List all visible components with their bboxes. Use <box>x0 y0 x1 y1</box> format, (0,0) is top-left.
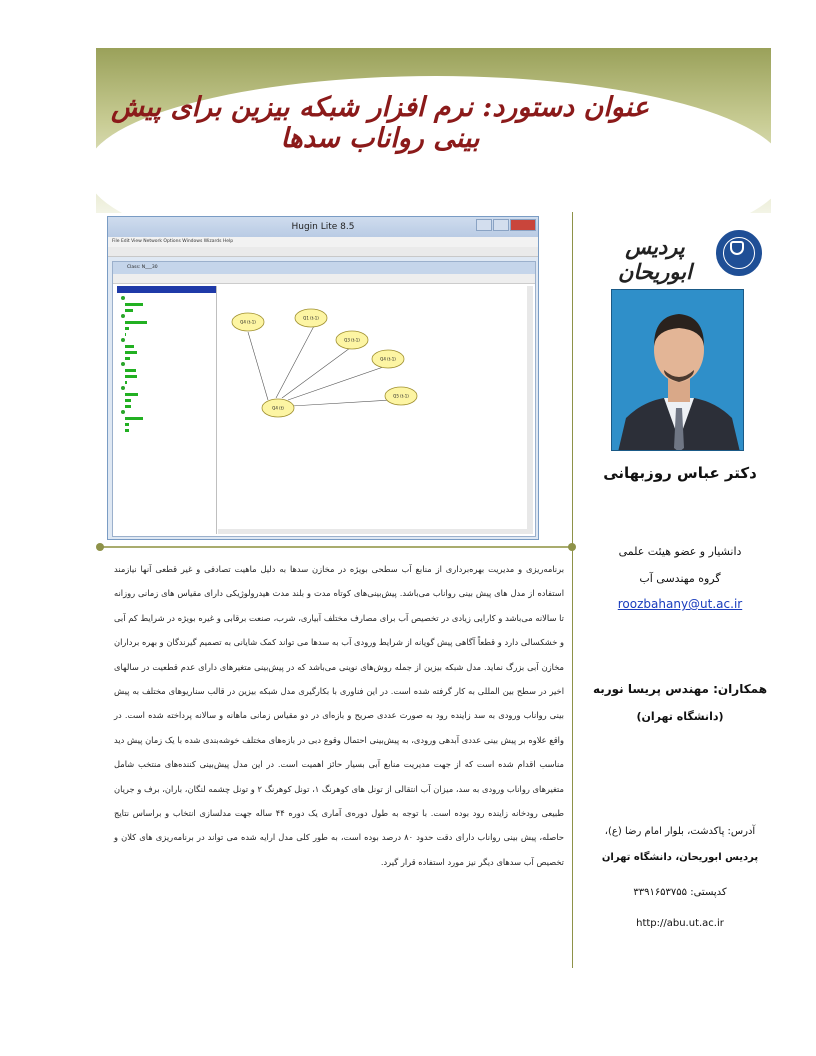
bayesian-network-graph <box>218 286 532 534</box>
network-node-label: Q1 (t-1) <box>303 315 319 321</box>
author-email-link[interactable]: roozbahany@ut.ac.ir <box>617 597 743 611</box>
university-seal-icon <box>716 230 762 276</box>
screenshot-window-title <box>108 217 538 237</box>
tree-bar-row <box>125 427 216 433</box>
postal-code: کدپستی: ۳۳۹۱۶۵۳۷۵۵ <box>633 887 727 898</box>
author-role: دانشیار و عضو هیئت علمی <box>618 545 742 558</box>
graph-horizontal-scrollbar <box>218 529 528 534</box>
network-node-label: Q4 (t) <box>272 405 284 411</box>
page-title: عنوان دستورد: نرم افزار شبکه بیزین برای پیش بینی رواناب سدها <box>111 92 649 154</box>
node-tree-panel <box>117 286 217 534</box>
screenshot-menubar: File Edit View Network Options Windows Wizards Help <box>108 237 538 247</box>
collaborators-affiliation: (دانشگاه تهران) <box>636 710 724 723</box>
address-line-2: پردیس ابوریحان، دانشگاه تهران <box>601 852 759 863</box>
author-photo <box>611 289 744 451</box>
campus-name: پردیس ابوریحان <box>618 234 692 284</box>
author-department: گروه مهندسی آب <box>639 572 721 585</box>
software-screenshot <box>107 216 539 540</box>
network-node-label: Q4 (t-1) <box>240 319 256 325</box>
subwindow-toolbar <box>113 274 535 284</box>
author-name: دکتر عباس روزبهانی <box>603 464 757 482</box>
tree-header <box>117 286 216 293</box>
graph-vertical-scrollbar <box>527 286 533 534</box>
screenshot-toolbar <box>108 247 538 257</box>
address-line-1: آدرس: پاکدشت، بلوار امام رضا (ع)، <box>604 826 756 837</box>
description-paragraph: برنامه‌ریزی و مدیریت بهره‌برداری از منابع آب سطحی بویژه در مخازن سدها به دلیل ماهیت تصادفی و غیر قطعی آنها نیازمند استفاده از مدل های پیش بینی رواناب می‌باشد. پیش‌بینی‌های کوتاه مدت و بلند مدت هیدرولوژیکی دارای مقیاس های زمانی روزانه تا سالانه می‌باشد و کارایی زیادی در تخصیص آب برای مصارف مختلف آبیاری، شرب، صنعت برقابی و غیره بویژه در شرایط کم آبی و خشکسالی دارد و قطعاً آگاهی پیش گویانه از شرایط ورودی آب به سدها می تواند کمک شایانی به تصمیم گیرندگان و بهره برداران مخازن آبی بزرگ نماید. مدل شبکه بیزین از جمله روش‌های نوینی می‌باشد که در پیش‌بینی متغیرهای دارای عدم قطعیت در سالهای اخیر در سطح بین المللی به کار گرفته شده است. در این فناوری با بکارگیری مدل شبکه بیزین در قالب سناریوهای مختلف به پیش بینی رواناب ورودی به سد زاینده رود به صورت عددی صریح و بازه‌ای در دو مقیاس زمانی ماهانه و سالانه پرداخته شده است. در واقع علاوه بر پیش بینی عددی آبدهی ورودی، به پیش‌بینی احتمال وقوع دبی در بازه‌های مختلف خوشه‌بندی شده با یک زمان پیش دید مناسب اقدام شده است که از جهت مدیریت منابع آبی بسیار حائز اهمیت است. در این مدل پیش‌بینی کننده‌های منتخب شامل متغیرهای رواناب ورودی به سد، میزان آب انتقالی از تونل های کوهرنگ ۱، تونل کوهرنگ ۲ و تونل چشمه لنگان، باران، برف و جریان طبیعی رودخانه زاینده رود بوده است. با توجه به طول دوره‌ی آماری یک دوره ۴۴ ساله جهت مدلسازی انتخاب و براساس نتایج حاصله، پیش بینی رواناب دارای دقت حدود ۸۰ درصد بوده است، به طور کلی مدل ارایه شده می تواند در برنامه‌ریزی های کلان و تخصیص آب سدهای دیگر نیز مورد استفاده قرار گیرد. <box>114 564 564 867</box>
horizontal-divider <box>100 546 572 548</box>
minimize-icon <box>476 219 492 231</box>
collaborators-heading: همکاران: مهندس پریسا نوربه <box>592 682 768 696</box>
divider-dot <box>96 543 104 551</box>
window-buttons <box>476 219 536 231</box>
column-divider <box>572 212 573 968</box>
close-icon <box>510 219 536 231</box>
network-node-label: Q3 (t-1) <box>344 337 360 343</box>
website-link[interactable]: http://abu.ut.ac.ir <box>636 918 724 929</box>
network-node-label: Q4 (t-1) <box>380 356 396 362</box>
divider-dot <box>568 543 576 551</box>
university-logo <box>600 228 762 284</box>
screenshot-subwindow <box>112 261 536 537</box>
screenshot-title-text: Hugin Lite 8.5 <box>291 222 355 232</box>
network-node-label: Q5 (t-1) <box>393 393 409 399</box>
subwindow-title: Class: N___30 <box>113 262 535 274</box>
maximize-icon <box>493 219 509 231</box>
